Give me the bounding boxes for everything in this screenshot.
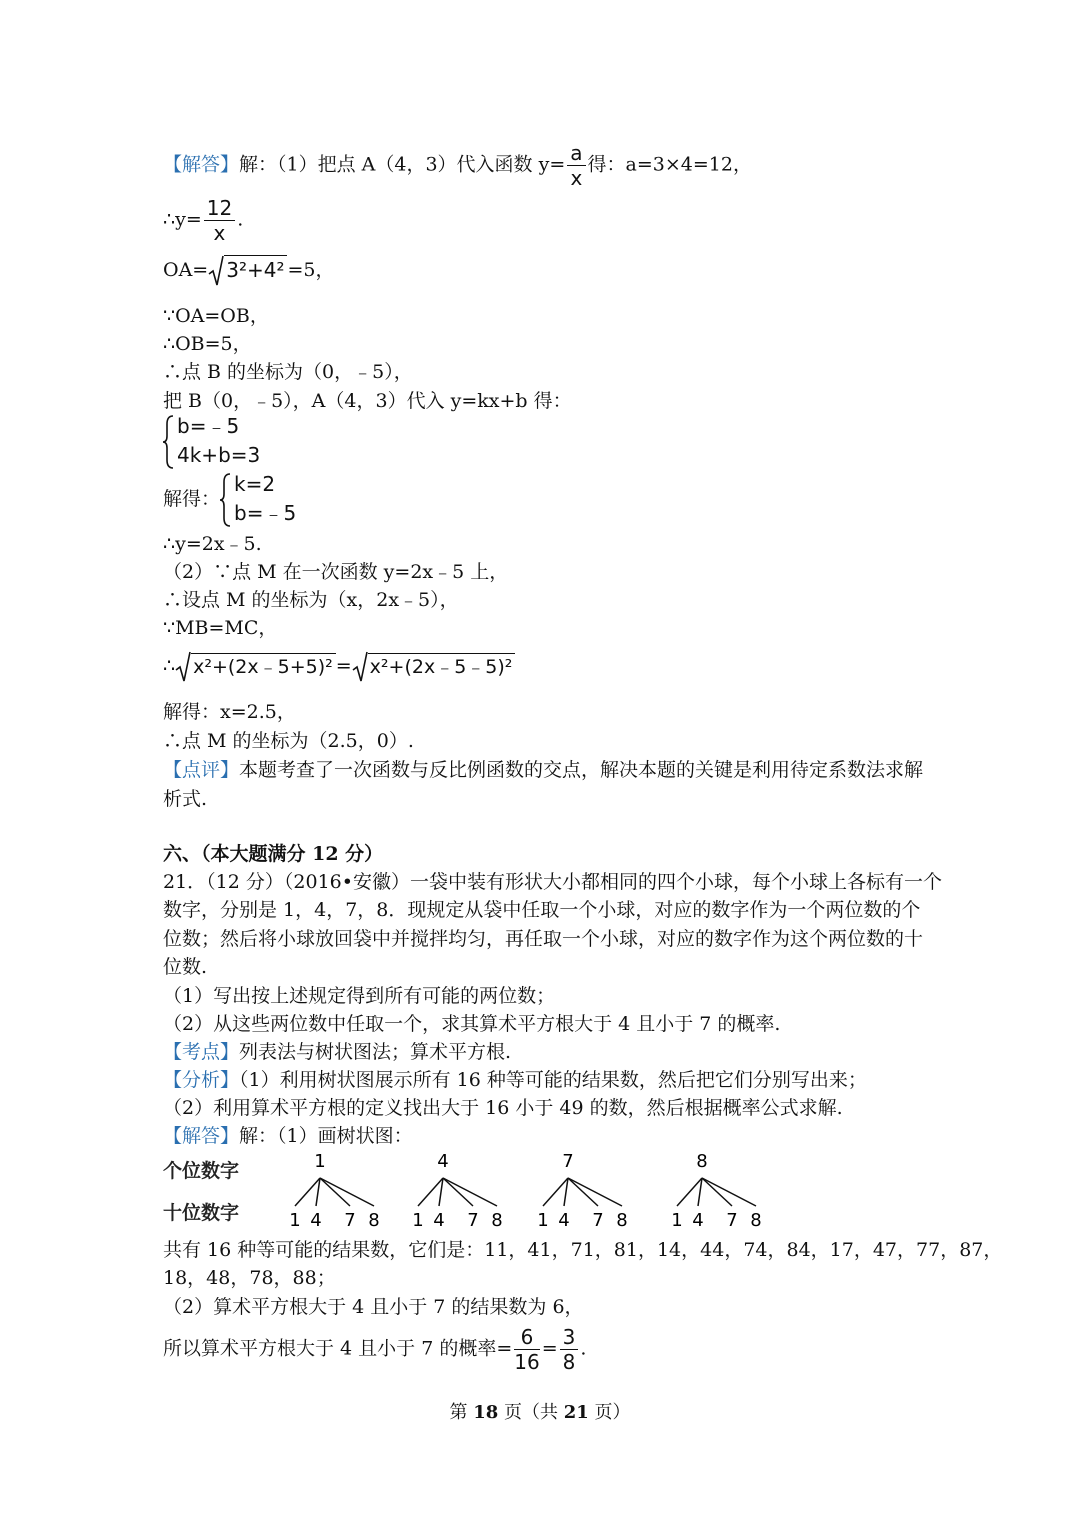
answer-line-6: ∴点 B 的坐标为（0，﹣5），: [163, 361, 413, 383]
tree-leaf-7: 7: [726, 1210, 738, 1231]
tree-root-8: 8: [696, 1151, 708, 1172]
answer-line-14: ∴ x²+(2x﹣5+5)² = x²+(2x﹣5﹣5)²: [163, 650, 515, 684]
fraction-12-over-x: $\frac{12}{x}$: [204, 196, 235, 245]
radical-sign-icon: [352, 650, 368, 684]
section-heading: 六、（本大题满分 12 分）: [163, 843, 384, 865]
tree-branch: [702, 1178, 756, 1206]
tree-leaf-4: 4: [558, 1210, 570, 1231]
answer-line-11: （2）∵点 M 在一次函数 y=2x﹣5 上，: [163, 561, 509, 583]
tree-leaf-8: 8: [368, 1210, 380, 1231]
comment-line-1: 【点评】本题考查了一次函数与反比例函数的交点，解决本题的关键是利用待定系数法求解: [163, 759, 924, 781]
answer-line-2: ∴y= $\frac{12}{x}$ .: [163, 196, 244, 245]
question-line-1: 21．（12 分）（2016•安徽）一袋中装有形状大小都相同的四个小球，每个小球上各标有一个: [163, 871, 942, 893]
tree-label-tens: 十位数字: [163, 1202, 240, 1224]
tree-root-1: 1: [314, 1151, 326, 1172]
tag-analysis: 【分析】: [163, 1069, 240, 1091]
tree-diagram: [0, 1148, 1080, 1236]
tree-leaf-1: 1: [671, 1210, 683, 1231]
radical-sign-icon: [175, 650, 191, 684]
answer-line-12: ∴设点 M 的坐标为（x，2x﹣5），: [163, 589, 459, 611]
answer-line-13: ∵MB=MC，: [163, 617, 278, 639]
tree-leaf-1: 1: [289, 1210, 301, 1231]
question-line-6: （2）从这些两位数中任取一个，求其算术平方根大于 4 且小于 7 的概率.: [163, 1013, 781, 1035]
current-page: 18: [473, 1402, 499, 1423]
tree-branch: [568, 1178, 622, 1206]
tree-leaf-8: 8: [750, 1210, 762, 1231]
answer-line-3: OA= 3²+4² =5，: [163, 254, 334, 288]
comment-line-2: 析式.: [163, 788, 208, 810]
sqrt-radical: 3²+4²: [208, 254, 287, 288]
brace-icon: [220, 472, 232, 528]
result-line-3: （2）算术平方根大于 4 且小于 7 的结果数为 6，: [163, 1296, 584, 1318]
tag-answer-2: 【解答】: [163, 1125, 240, 1147]
answer-line-5: ∴OB=5，: [163, 333, 252, 355]
tree-root-4: 4: [437, 1151, 449, 1172]
tree-leaf-7: 7: [467, 1210, 479, 1231]
analysis-line-2: （2）利用算术平方根的定义找出大于 16 小于 49 的数，然后根据概率公式求解.: [163, 1097, 843, 1119]
tree-leaf-7: 7: [592, 1210, 604, 1231]
result-line-1: 共有 16 种等可能的结果数，它们是：11，41，71，81，14，44，74，84，17，47，77，87，: [163, 1239, 1003, 1261]
question-line-2: 数字，分别是 1，4，7，8．现规定从袋中任取一个小球，对应的数字作为一个两位数的个: [163, 899, 921, 921]
tree-leaf-4: 4: [433, 1210, 445, 1231]
analysis-line-1: 【分析】（1）利用树状图展示所有 16 种等可能的结果数，然后把它们分别写出来；: [163, 1069, 867, 1091]
kaodian-line: 【考点】列表法与树状图法；算术平方根.: [163, 1041, 512, 1063]
equation-system-1: b=﹣5 4k+b=3: [163, 412, 260, 470]
tag-comment: 【点评】: [163, 759, 240, 781]
answer-line-7: 把 B（0，﹣5），A（4，3）代入 y=kx+b 得：: [163, 390, 572, 412]
tree-branch: [320, 1178, 374, 1206]
sqrt-left: x²+(2x﹣5+5)²: [175, 650, 336, 684]
result-line-4: 所以算术平方根大于 4 且小于 7 的概率= $\frac{6}{16}$ = $\frac{3}{8}$ .: [163, 1325, 587, 1374]
sqrt-right: x²+(2x﹣5﹣5)²: [352, 650, 516, 684]
page-footer: 第 18 页（共 21 页）: [449, 1402, 631, 1423]
question-line-5: （1）写出按上述规定得到所有可能的两位数；: [163, 985, 556, 1007]
tree-leaf-4: 4: [692, 1210, 704, 1231]
total-pages: 21: [563, 1402, 589, 1423]
tree-leaf-1: 1: [537, 1210, 549, 1231]
tree-leaf-8: 8: [491, 1210, 503, 1231]
answer-line-15: 解得：x=2.5，: [163, 701, 296, 723]
fraction-a-over-x: $\frac{a}{x}$: [567, 141, 585, 190]
tree-leaf-1: 1: [412, 1210, 424, 1231]
equation-system-2: 解得： k=2 b=﹣5: [163, 470, 296, 528]
tree-label-ones: 个位数字: [163, 1160, 240, 1182]
answer-line-1: [163, 141, 752, 190]
result-line-2: 18，48，78，88；: [163, 1267, 336, 1289]
answer-line-4: ∵OA=OB，: [163, 305, 269, 327]
tree-leaf-4: 4: [310, 1210, 322, 1231]
brace-icon: [163, 414, 175, 470]
tag-answer: 【解答】: [163, 153, 240, 176]
answer2-line-1: 【解答】解：（1）画树状图：: [163, 1125, 413, 1147]
text: 得：a=3×4=12，: [587, 153, 752, 176]
tree-leaf-7: 7: [344, 1210, 356, 1231]
answer-line-10: ∴y=2x﹣5.: [163, 533, 262, 555]
answer-line-16: ∴点 M 的坐标为（2.5，0）.: [163, 730, 414, 752]
question-line-3: 位数；然后将小球放回袋中并搅拌均匀，再任取一个小球，对应的数字作为这个两位数的十: [163, 928, 924, 950]
tree-root-7: 7: [562, 1151, 574, 1172]
tree-leaf-8: 8: [616, 1210, 628, 1231]
question-line-4: 位数.: [163, 956, 208, 978]
tag-kaodian: 【考点】: [163, 1041, 240, 1063]
fraction-3-over-8: $\frac{3}{8}$: [560, 1325, 579, 1374]
fraction-6-over-16: $\frac{6}{16}$: [514, 1325, 540, 1374]
text: 解：（1）把点 A（4，3）代入函数 y=: [239, 153, 566, 176]
tree-branch: [443, 1178, 497, 1206]
radical-sign-icon: [208, 254, 224, 288]
